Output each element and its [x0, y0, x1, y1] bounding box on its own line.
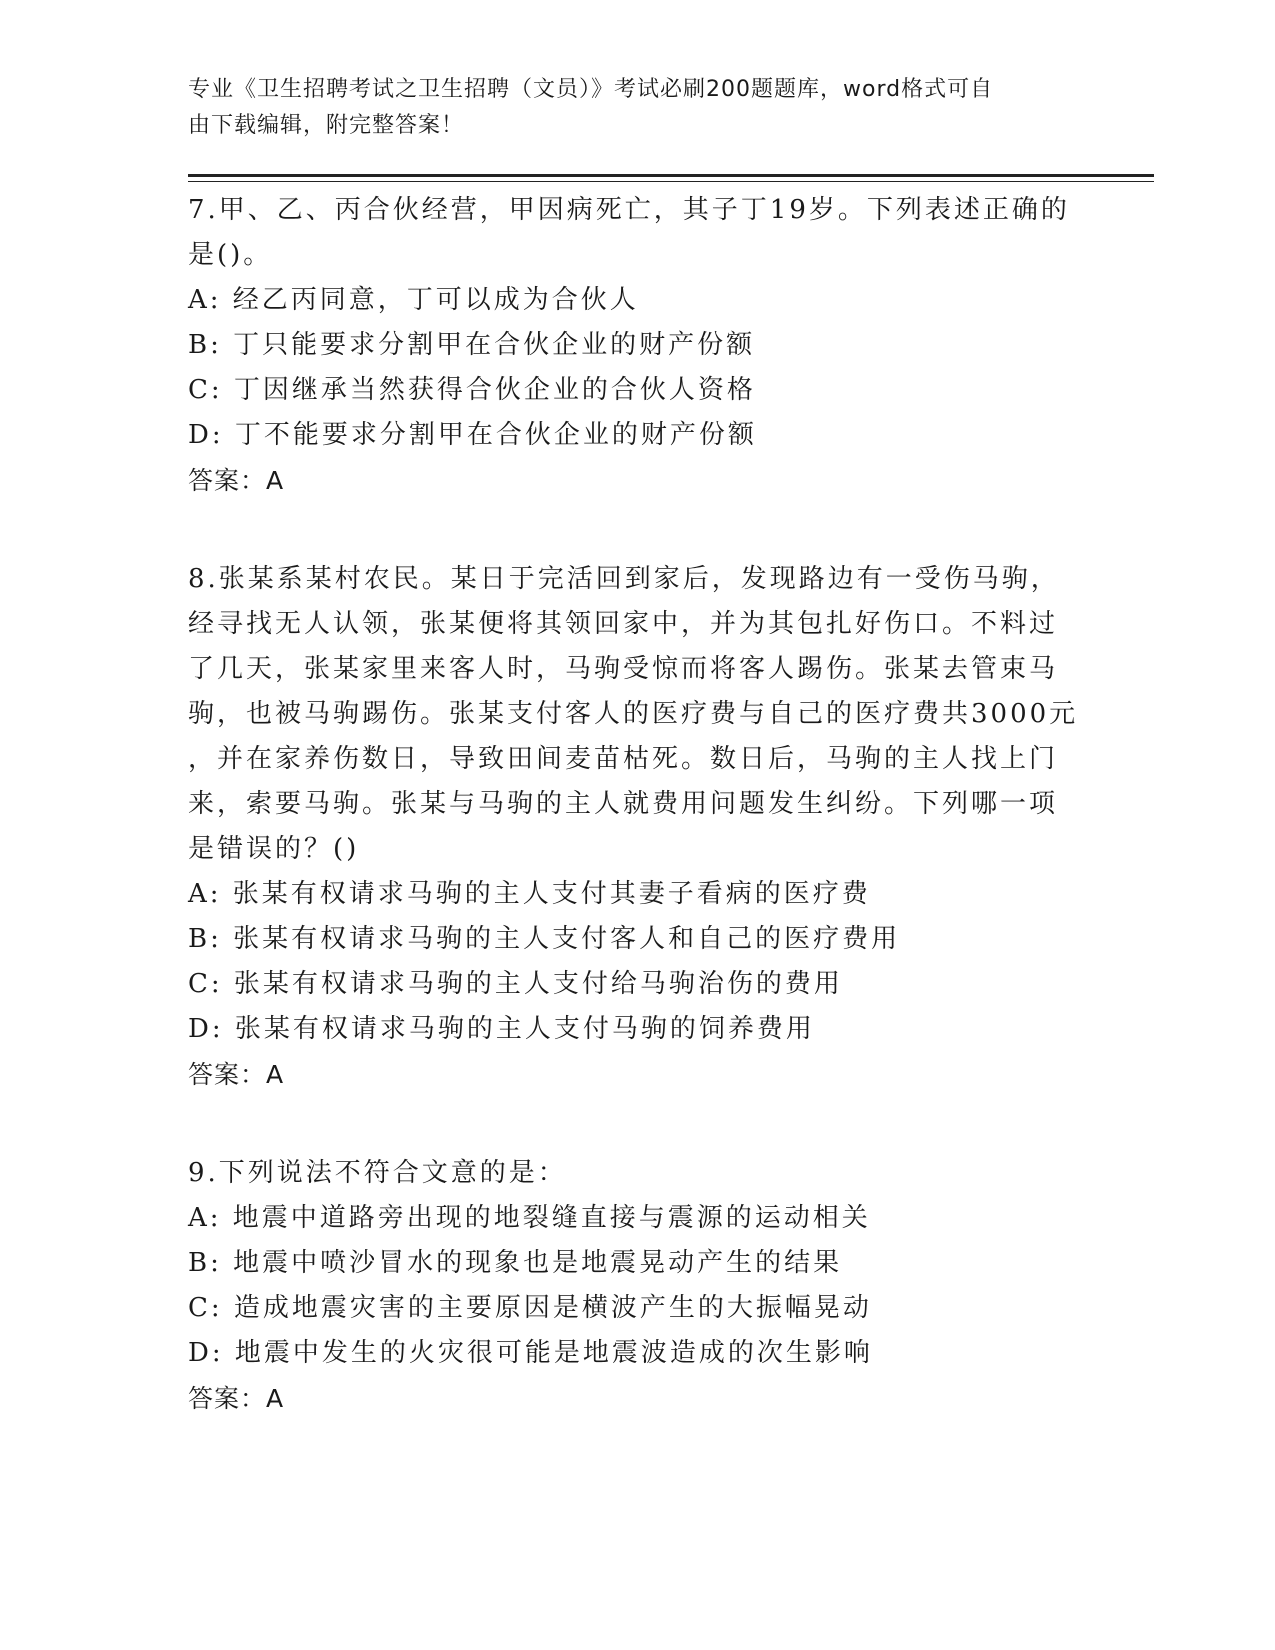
option-a: A: 地震中道路旁出现的地裂缝直接与震源的运动相关: [188, 1203, 871, 1233]
answer-line: 答案：A: [188, 466, 285, 495]
option-d: D: 地震中发生的火灾很可能是地震波造成的次生影响: [188, 1338, 873, 1368]
option-b: B: 张某有权请求马驹的主人支付客人和自己的医疗费用: [188, 924, 901, 954]
question-spacer: [188, 503, 1088, 557]
option-c: C: 造成地震灾害的主要原因是横波产生的大振幅晃动: [188, 1293, 872, 1323]
header-rule-thick: [188, 174, 1154, 177]
option-b: B: 地震中喷沙冒水的现象也是地震晃动产生的结果: [188, 1248, 843, 1278]
question-list: [188, 188, 1088, 1421]
answer-line: 答案：A: [188, 1384, 285, 1413]
question-stem-line: 驹，也被马驹踢伤。张某支付客人的医疗费与自己的医疗费共3000元: [188, 699, 1079, 729]
question-stem-line: 8.张某系某村农民。某日于完活回到家后，发现路边有一受伤马驹，: [188, 564, 1060, 594]
question-stem-line: 经寻找无人认领，张某便将其领回家中，并为其包扎好伤口。不料过: [188, 609, 1059, 639]
header-line-2: 由下载编辑，附完整答案！: [188, 113, 465, 138]
question-stem-line: 是()。: [188, 240, 273, 270]
header-rule-thin: [188, 181, 1154, 182]
question-9: [188, 1151, 1088, 1421]
question-stem-line: 是错误的？(): [188, 834, 360, 864]
answer-line: 答案：A: [188, 1060, 285, 1089]
question-stem-line: 9.下列说法不符合文意的是：: [188, 1158, 567, 1188]
option-d: D: 丁不能要求分割甲在合伙企业的财产份额: [188, 420, 757, 450]
option-d: D: 张某有权请求马驹的主人支付马驹的饲养费用: [188, 1014, 815, 1044]
question-stem-line: 了几天，张某家里来客人时，马驹受惊而将客人踢伤。张某去管束马: [188, 654, 1059, 684]
question-stem-line: ，并在家养伤数日，导致田间麦苗枯死。数日后，马驹的主人找上门: [188, 744, 1059, 774]
option-c: C: 丁因继承当然获得合伙企业的合伙人资格: [188, 375, 756, 405]
question-spacer: [188, 1097, 1088, 1151]
question-7: [188, 188, 1088, 503]
option-a: A: 张某有权请求马驹的主人支付其妻子看病的医疗费: [188, 879, 871, 909]
question-8: [188, 557, 1088, 1097]
question-stem-line: 来，索要马驹。张某与马驹的主人就费用问题发生纠纷。下列哪一项: [188, 789, 1059, 819]
header-line-1: 专业《卫生招聘考试之卫生招聘（文员）》考试必刷200题题库，word格式可自: [188, 77, 994, 102]
document-header: [188, 72, 1068, 144]
question-stem-line: 7.甲、乙、丙合伙经营，甲因病死亡，其子丁19岁。下列表述正确的: [188, 195, 1070, 225]
option-c: C: 张某有权请求马驹的主人支付给马驹治伤的费用: [188, 969, 843, 999]
option-a: A: 经乙丙同意，丁可以成为合伙人: [188, 285, 639, 315]
option-b: B: 丁只能要求分割甲在合伙企业的财产份额: [188, 330, 756, 360]
